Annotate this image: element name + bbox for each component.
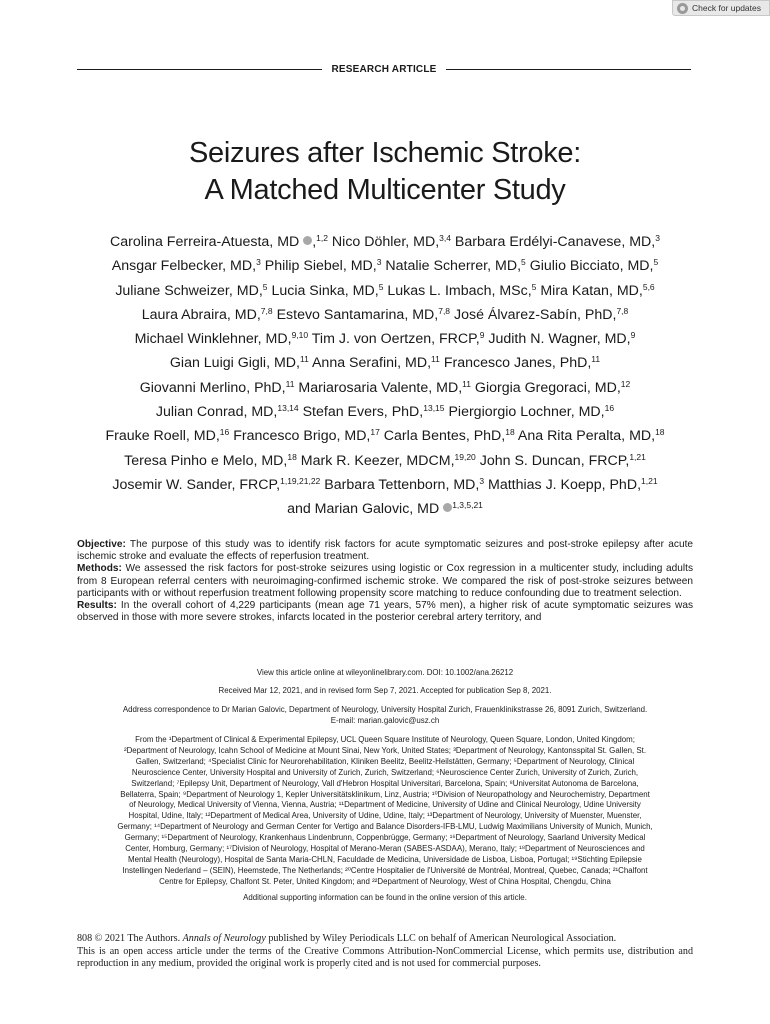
page-footer <box>77 933 693 971</box>
methods-heading: Methods: <box>77 563 122 575</box>
author-line: Josemir W. Sander, FRCP,$^{1,19,21,22}$ Barbara Tettenborn, MD,$^3$ Matthias J. Koepp, PhD,$^{1,21}$ <box>112 475 658 493</box>
affiliation-line: Center, Homburg, Germany; ¹⁷Division of Neurology, Hospital of Merano-Meran (SABES-ASDAA), Merano, Italy; ¹⁸Department of Neurosciences and <box>125 844 645 854</box>
author-line: and Marian Galovic, MD $^{1,3,5,21}$ <box>287 500 483 518</box>
affiliation-line: Switzerland; ⁷Epilepsy Unit, Department of Neurology, Vall d'Hebron Hospital Universitari, Barcelona, Spain; ⁸Universitat Autonoma de Barcelona, <box>131 778 639 788</box>
online-version-note: View this article online at wileyonlinelibrary.com. DOI: 10.1002/ana.26212 <box>256 668 514 677</box>
author-line: Teresa Pinho e Melo, MD,$^{18}$ Mark R. Keezer, MDCM,$^{19,20}$ John S. Duncan, FRCP,$^{1,21}$ <box>124 451 646 469</box>
banner-rule-right <box>446 69 691 70</box>
affiliation-line: Hospital, Udine, Italy; ¹²Department of Medical Area, University of Udine, Udine, Italy; ¹³Department of Neurology, University of Muenster, Muenster, <box>128 811 642 821</box>
journal-name: Annals of Neurology <box>182 933 266 944</box>
abstract-results <box>77 600 693 624</box>
methods-text: We assessed the risk factors for post-stroke seizures using logistic or Cox regression in a multicenter study, including adults from 8 European referral centers with neuroimaging-confirmed ischemic stroke. We compared the risk of post-stroke seizures between participants with or without reperfusion treatment following propensity score matching to reduce confounding due to treatment selection. <box>77 563 693 599</box>
author-line: Julian Conrad, MD,$^{13,14}$ Stefan Evers, PhD,$^{13,15}$ Piergiorgio Lochner, MD,$^{16}$ <box>155 403 615 421</box>
author-line: Frauke Roell, MD,$^{16}$ Francesco Brigo, MD,$^{17}$ Carla Bentes, PhD,$^{18}$ Ana Rita Peralta, MD,$^{18}$ <box>105 427 665 445</box>
objective-text: The purpose of this study was to identify risk factors for acute symptomatic seizures and post-stroke epilepsy after acute ischemic stroke and evaluate the effects of reperfusion treatment. <box>77 539 693 563</box>
objective-heading: Objective: <box>77 539 126 550</box>
affiliations <box>77 735 693 888</box>
abstract-methods <box>77 563 693 600</box>
publisher-text: published by Wiley Periodicals LLC on behalf of American Neurological Association. <box>265 933 617 944</box>
page-number-copyright: 808 © 2021 The Authors. <box>77 933 181 944</box>
author-list <box>0 230 770 522</box>
results-heading: Results: <box>77 600 117 612</box>
affiliation-line: From the ¹Department of Clinical & Experimental Epilepsy, UCL Queen Square Institute of Neurology, Queen Square, London, United Kingdom; <box>135 735 635 744</box>
title-line: Seizures after Ischemic Stroke: <box>188 137 581 169</box>
title-line: A Matched Multicenter Study <box>204 174 566 206</box>
affiliation-line: ²Department of Neurology, Icahn School of Medicine at Mount Sinai, New York, United States; ³Department of Neurology, Kantonsspital St. Gallen, St. <box>123 745 647 755</box>
correspondence-email: E-mail: marian.galovic@usz.ch <box>330 715 440 725</box>
affiliation-line: Germany; ¹⁴Department of Neurology and German Center for Vertigo and Balance Disorders-IFB-LMU, Ludwig Maximilians University of Munich, Munich, <box>117 822 653 832</box>
author-line: Giovanni Merlino, PhD,$^{11}$ Mariarosaria Valente, MD,$^{11}$ Giorgia Gregoraci, MD,$^{12}$ <box>139 378 631 396</box>
affiliation-line: Mental Health (Neurology), Hospital de Santa Maria-CHLN, Faculdade de Medicina, Universidade de Lisboa, Lisboa, Portugal; ¹⁹Stichting Epilepsie <box>128 854 642 864</box>
author-line: Juliane Schweizer, MD,$^5$ Lucia Sinka, MD,$^5$ Lukas L. Imbach, MSc,$^5$ Mira Katan, MD,$^{5,6}$ <box>115 281 655 299</box>
affiliation-line: Instellingen Nederland – (SEIN), Heemstede, The Netherlands; ²⁰Centre Hospitalier de l'Université de Montréal, Montreal, Quebec, Canada; ²¹Chalfont <box>122 865 648 875</box>
author-line: Carolina Ferreira-Atuesta, MD ,$^{1,2}$ Nico Döhler, MD,$^{3,4}$ Barbara Erdélyi-Canavese, MD,$^3$ <box>110 233 660 250</box>
abstract <box>77 539 693 624</box>
author-line: Ansgar Felbecker, MD,$^3$ Philip Siebel, MD,$^3$ Natalie Scherrer, MD,$^5$ Giulio Bicciato, MD,$^5$ <box>111 257 659 275</box>
abstract-objective <box>77 539 693 563</box>
check-for-updates-label: Check for updates <box>692 3 761 13</box>
article-title <box>0 135 770 209</box>
author-line: Michael Winklehner, MD,$^{9,10}$ Tim J. von Oertzen, FRCP,$^9$ Judith N. Wagner, MD,$^9$ <box>134 330 636 348</box>
affiliation-line: Bellaterra, Spain; ⁹Department of Neurology 1, Kepler Universitätsklinikum, Linz, Austria; ¹⁰Division of Neuropathology and Neurochemistry, Department <box>120 789 650 799</box>
affiliation-line: of Neurology, Medical University of Vienna, Vienna, Austria; ¹¹Department of Medicine, University of Udine and Clinical Neurology, Udine University <box>129 800 641 810</box>
banner-rule-left <box>77 69 322 70</box>
received-dates: Received Mar 12, 2021, and in revised form Sep 7, 2021. Accepted for publication Sep 8, 2021. <box>218 686 552 695</box>
supporting-information-note: Additional supporting information can be found in the online version of this article. <box>243 893 527 902</box>
footer-copyright <box>77 933 693 946</box>
affiliation-line: Gallen, Switzerland; ⁴Specialist Clinic for Neurorehabilitation, Kliniken Beelitz, Beelitz-Heilstätten, Germany; ⁵Department of Neurology, Clinical <box>135 756 635 766</box>
article-type-label: RESEARCH ARTICLE <box>331 63 437 75</box>
orcid-icon[interactable] <box>443 503 452 512</box>
check-for-updates-button[interactable] <box>672 0 770 16</box>
author-line: Laura Abraira, MD,$^{7,8}$ Estevo Santamarina, MD,$^{7,8}$ José Álvarez-Sabín, PhD,$^{7,8}$ <box>141 305 629 323</box>
correspondence <box>77 705 693 727</box>
license-text: This is an open access article under the terms of the Creative Commons Attribution-NonCommercial License, which permits use, distribution and reproduction in any medium, provided the original work is properly cited and is not used for commercial purposes. <box>77 945 693 970</box>
affiliation-line: Neuroscience Center, University Hospital and University of Zurich, Zurich, Switzerland; ⁶Neuroscience Center Zurich, University of Zurich, Zurich, <box>131 767 639 777</box>
author-line: Gian Luigi Gigli, MD,$^{11}$ Anna Serafini, MD,$^{11}$ Francesco Janes, PhD,$^{11}$ <box>169 354 601 372</box>
affiliation-line: Centre for Epilepsy, Chalfont St. Peter, United Kingdom; and ²²Department of Neurology, West of China Hospital, Chengdu, China <box>159 876 611 886</box>
orcid-icon[interactable] <box>303 236 312 245</box>
correspondence-address: Address correspondence to Dr Marian Galovic, Department of Neurology, University Hospital Zurich, Frauenklinikstrasse 26, 8091 Zurich, Switzerland. <box>122 705 648 714</box>
affiliation-line: Germany; ¹⁵Department of Neurology, Krankenhaus Lindenbrunn, Coppenbrügge, Germany; ¹⁶Department of Neurology, Saarland University Medical <box>124 833 646 843</box>
results-text: In the overall cohort of 4,229 participants (mean age 71 years, 57% men), a higher risk of acute symptomatic seizures was observed in those with more severe strokes, infarcts located in the posterior cerebral artery territory, and <box>77 600 693 624</box>
crossmark-icon <box>677 3 688 14</box>
article-type-banner <box>77 62 691 76</box>
